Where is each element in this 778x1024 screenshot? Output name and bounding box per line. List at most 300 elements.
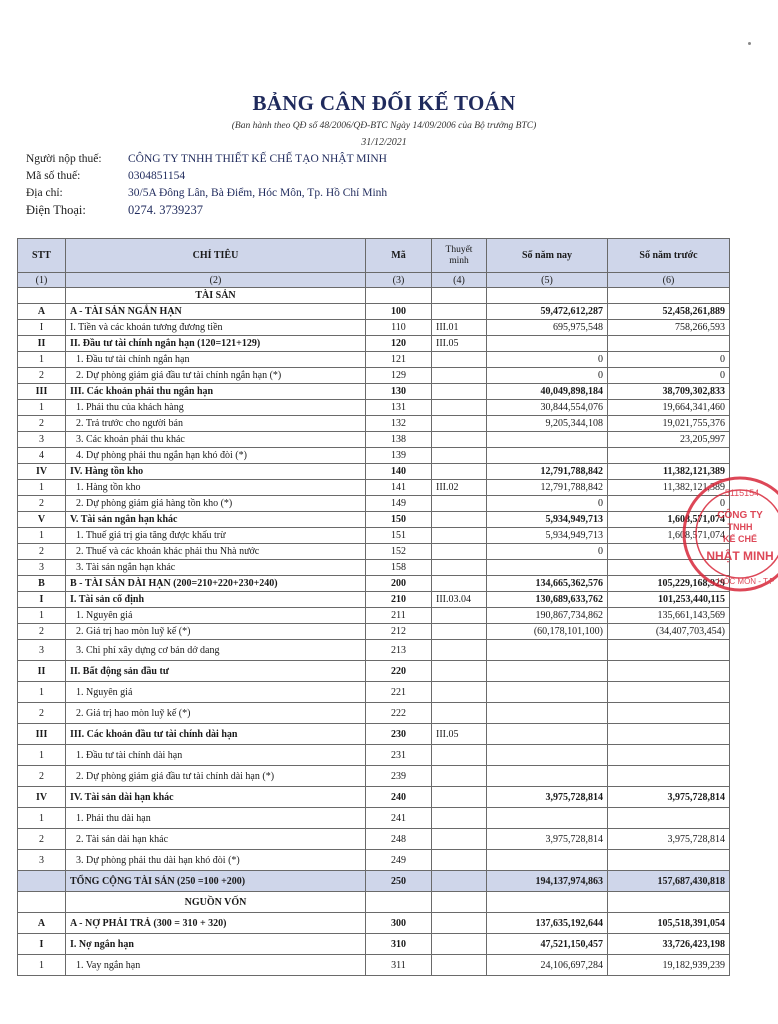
cell-stt: 2 [18,544,66,560]
page-dot [748,42,751,45]
cell-code: 250 [366,871,432,892]
table-row [18,528,730,544]
cell-previous [608,560,730,576]
cell-note [432,288,487,304]
table-row [18,336,730,352]
cell-stt: 1 [18,745,66,766]
cell-current: 40,049,898,184 [487,384,608,400]
taxpayer-label: Người nộp thuế: [26,153,102,165]
report-date: 31/12/2021 [361,137,407,148]
cell-previous: 23,205,997 [608,432,730,448]
cell-previous: 758,266,593 [608,320,730,336]
cell-current [487,724,608,745]
cell-note [432,576,487,592]
table-row [18,304,730,320]
cell-note [432,544,487,560]
table-row [18,544,730,560]
cell-note [432,448,487,464]
cell-current: 0 [487,352,608,368]
cell-previous: 0 [608,368,730,384]
cell-code [366,892,432,913]
cell-stt: 1 [18,955,66,976]
table-row [18,368,730,384]
cell-indicator: IV. Tài sản dài hạn khác [66,787,366,808]
address-value: 30/5A Đông Lân, Bà Điểm, Hóc Môn, Tp. Hồ Chí Minh [128,187,388,199]
cell-previous: 52,458,261,889 [608,304,730,320]
cell-code: 131 [366,400,432,416]
cell-previous [608,850,730,871]
cell-note [432,432,487,448]
table-row [18,400,730,416]
cell-stt: I [18,320,66,336]
table-row [18,592,730,608]
stamp-line-4: NHẬT MINH [706,549,774,563]
cell-current [487,892,608,913]
cell-current: 130,689,633,762 [487,592,608,608]
cell-code: 220 [366,661,432,682]
cell-current: 134,665,362,576 [487,576,608,592]
cell-previous [608,808,730,829]
cell-current: 9,205,344,108 [487,416,608,432]
cell-current: 59,472,612,287 [487,304,608,320]
cell-current [487,703,608,724]
cell-note [432,955,487,976]
cell-code: 240 [366,787,432,808]
taxpayer-row [26,151,387,168]
cell-indicator: 2. Giá trị hao mòn luỹ kế (*) [66,624,366,640]
cell-code: 120 [366,336,432,352]
table-row [18,416,730,432]
section-row [18,892,730,913]
stamp-line-3: KẾ CHẾ [722,534,758,544]
cell-current [487,745,608,766]
cell-stt: 2 [18,368,66,384]
cell-code: 241 [366,808,432,829]
table-row [18,661,730,682]
cell-code: 248 [366,829,432,850]
col-index-3: (3) [366,273,432,288]
cell-previous: (34,407,703,454) [608,624,730,640]
cell-current [487,336,608,352]
cell-current: 190,867,734,862 [487,608,608,624]
cell-stt [18,892,66,913]
cell-indicator: A - NỢ PHẢI TRẢ (300 = 310 + 320) [66,913,366,934]
cell-previous: 11,382,121,389 [608,480,730,496]
col-index-1: (1) [18,273,66,288]
cell-note [432,703,487,724]
cell-stt: 2 [18,766,66,787]
cell-previous: 157,687,430,818 [608,871,730,892]
table-row [18,512,730,528]
cell-indicator: 2. Dự phòng giảm giá đầu tư tài chính dài hạn (*) [66,766,366,787]
cell-previous [608,448,730,464]
cell-stt: II [18,336,66,352]
cell-note [432,661,487,682]
cell-indicator: 3. Dự phòng phải thu dài hạn khó đòi (*) [66,850,366,871]
cell-indicator: 1. Hàng tồn kho [66,480,366,496]
cell-indicator: A - TÀI SẢN NGẮN HẠN [66,304,366,320]
table-row [18,576,730,592]
cell-note [432,528,487,544]
section-title: NGUỒN VỐN [66,892,366,913]
cell-indicator: 2. Giá trị hao mòn luỹ kế (*) [66,703,366,724]
cell-indicator: 2. Dự phòng giảm giá đầu tư tài chính ngắn hạn (*) [66,368,366,384]
table-subheader-row [18,273,730,288]
cell-note [432,892,487,913]
cell-current: 695,975,548 [487,320,608,336]
col-header-previous-year: Số năm trước [608,239,730,273]
cell-current: 5,934,949,713 [487,512,608,528]
cell-stt: 2 [18,416,66,432]
cell-previous [608,745,730,766]
cell-code: 230 [366,724,432,745]
cell-code: 152 [366,544,432,560]
stamp-top-text: 5115154 [724,488,760,498]
cell-note [432,352,487,368]
table-row [18,624,730,640]
table-row [18,432,730,448]
table-row [18,448,730,464]
cell-indicator: I. Nợ ngắn hạn [66,934,366,955]
cell-previous [608,724,730,745]
cell-indicator: 2. Thuế và các khoản khác phải thu Nhà nước [66,544,366,560]
table-row [18,724,730,745]
cell-current: 0 [487,544,608,560]
cell-note [432,934,487,955]
cell-note [432,368,487,384]
table-row [18,640,730,661]
cell-indicator: 1. Nguyên giá [66,682,366,703]
table-header-row [18,239,730,273]
cell-note [432,766,487,787]
taxpayer-value: CÔNG TY TNHH THIẾT KẾ CHẾ TẠO NHẬT MINH [128,153,387,165]
cell-code: 150 [366,512,432,528]
cell-indicator: II. Bất động sản đầu tư [66,661,366,682]
table-row [18,384,730,400]
col-header-stt: STT [18,239,66,273]
cell-previous: 11,382,121,389 [608,464,730,480]
cell-indicator: I. Tài sản cố định [66,592,366,608]
cell-previous: 0 [608,352,730,368]
cell-stt: I [18,934,66,955]
cell-note [432,913,487,934]
cell-code: 132 [366,416,432,432]
table-row [18,829,730,850]
cell-indicator: V. Tài sản ngắn hạn khác [66,512,366,528]
table-row [18,766,730,787]
cell-current: 3,975,728,814 [487,787,608,808]
cell-indicator: 3. Các khoản phải thu khác [66,432,366,448]
cell-code: 300 [366,913,432,934]
col-header-current-year: Số năm nay [487,239,608,273]
cell-indicator: B - TÀI SẢN DÀI HẠN (200=210+220+230+240) [66,576,366,592]
table-row [18,787,730,808]
stamp-line-2: TNHH [727,522,753,532]
cell-note: III.05 [432,336,487,352]
cell-stt: 2 [18,703,66,724]
table-row [18,913,730,934]
cell-indicator: 2. Tài sản dài hạn khác [66,829,366,850]
cell-stt: 4 [18,448,66,464]
cell-previous: 33,726,423,198 [608,934,730,955]
cell-note [432,560,487,576]
cell-previous [608,766,730,787]
cell-stt: 1 [18,480,66,496]
cell-code: 121 [366,352,432,368]
tax-code-row [26,168,387,185]
cell-stt: IV [18,464,66,480]
cell-current: 24,106,697,284 [487,955,608,976]
cell-stt: 1 [18,400,66,416]
cell-indicator: I. Tiền và các khoản tương đương tiền [66,320,366,336]
section-row [18,288,730,304]
cell-current [487,808,608,829]
cell-code: 129 [366,368,432,384]
section-title: TÀI SẢN [66,288,366,304]
cell-code: 231 [366,745,432,766]
cell-code: 100 [366,304,432,320]
cell-note [432,384,487,400]
col-header-indicator: CHỈ TIÊU [66,239,366,273]
col-index-2: (2) [66,273,366,288]
cell-stt: A [18,913,66,934]
cell-stt: IV [18,787,66,808]
cell-indicator: 1. Đầu tư tài chính dài hạn [66,745,366,766]
cell-note [432,850,487,871]
cell-indicator: 1. Vay ngắn hạn [66,955,366,976]
cell-current [487,288,608,304]
cell-current: 0 [487,496,608,512]
cell-code: 110 [366,320,432,336]
cell-current: 194,137,974,863 [487,871,608,892]
cell-current [487,432,608,448]
table-row [18,850,730,871]
cell-previous: 19,664,341,460 [608,400,730,416]
cell-indicator: IV. Hàng tồn kho [66,464,366,480]
cell-stt: III [18,724,66,745]
cell-note: III.05 [432,724,487,745]
cell-indicator: III. Các khoản đầu tư tài chính dài hạn [66,724,366,745]
cell-code: 149 [366,496,432,512]
cell-current: 12,791,788,842 [487,480,608,496]
cell-code: 140 [366,464,432,480]
cell-current: 3,975,728,814 [487,829,608,850]
cell-stt [18,288,66,304]
cell-code: 141 [366,480,432,496]
cell-note [432,829,487,850]
cell-code: 200 [366,576,432,592]
phone-value: 0274. 3739237 [128,203,203,217]
cell-indicator: 4. Dự phòng phải thu ngắn hạn khó đòi (*) [66,448,366,464]
cell-note [432,416,487,432]
col-header-code: Mã [366,239,432,273]
cell-code: 311 [366,955,432,976]
table-body [18,288,730,976]
cell-code: 239 [366,766,432,787]
total-row [18,871,730,892]
cell-previous: 135,661,143,569 [608,608,730,624]
cell-code: 138 [366,432,432,448]
cell-stt: 2 [18,829,66,850]
cell-note: III.02 [432,480,487,496]
cell-note: III.01 [432,320,487,336]
col-header-note: Thuyết minh [432,239,487,273]
cell-current [487,850,608,871]
cell-stt: I [18,592,66,608]
cell-previous [608,703,730,724]
cell-current [487,661,608,682]
cell-previous: 19,021,755,376 [608,416,730,432]
cell-code: 130 [366,384,432,400]
table-row [18,682,730,703]
cell-current: 0 [487,368,608,384]
cell-current [487,682,608,703]
cell-code: 213 [366,640,432,661]
cell-stt: A [18,304,66,320]
cell-indicator: 1. Phải thu dài hạn [66,808,366,829]
cell-previous: 38,709,302,833 [608,384,730,400]
cell-note [432,624,487,640]
cell-stt: 1 [18,608,66,624]
cell-current [487,560,608,576]
stamp-bottom-text: HÓC MÔN - T.P [717,577,775,586]
cell-note [432,745,487,766]
cell-previous: 1,608,571,074 [608,512,730,528]
cell-note [432,496,487,512]
cell-note [432,304,487,320]
document-title: BẢNG CÂN ĐỐI KẾ TOÁN [252,91,516,115]
cell-note: III.03.04 [432,592,487,608]
cell-code [366,288,432,304]
cell-stt: 3 [18,432,66,448]
cell-note [432,787,487,808]
table-row [18,496,730,512]
cell-current: 30,844,554,076 [487,400,608,416]
cell-previous [608,682,730,703]
cell-previous: 3,975,728,814 [608,787,730,808]
cell-code: 212 [366,624,432,640]
cell-note [432,640,487,661]
cell-stt: 1 [18,528,66,544]
cell-code: 221 [366,682,432,703]
cell-indicator: 1. Thuế giá trị gia tăng được khấu trừ [66,528,366,544]
cell-previous: 0 [608,496,730,512]
cell-indicator: 2. Dự phòng giảm giá hàng tồn kho (*) [66,496,366,512]
table-row [18,352,730,368]
cell-stt: 1 [18,352,66,368]
stamp-line-1: CÔNG TY [717,510,763,521]
cell-code: 158 [366,560,432,576]
cell-indicator: TỔNG CỘNG TÀI SẢN (250 =100 +200) [66,871,366,892]
table-row [18,464,730,480]
table-row [18,955,730,976]
document-subtitle: (Ban hành theo QĐ số 48/2006/QĐ-BTC Ngày 14/09/2006 của Bộ trưởng BTC) [231,121,537,131]
cell-note [432,400,487,416]
cell-previous: 105,229,168,929 [608,576,730,592]
col-index-6: (6) [608,273,730,288]
cell-previous [608,892,730,913]
cell-stt: 2 [18,496,66,512]
table-row [18,934,730,955]
cell-stt: III [18,384,66,400]
cell-code: 211 [366,608,432,624]
cell-current [487,766,608,787]
cell-stt: 3 [18,640,66,661]
cell-stt: II [18,661,66,682]
cell-code: 310 [366,934,432,955]
cell-previous [608,544,730,560]
balance-sheet-table [17,238,730,976]
cell-previous: 101,253,440,115 [608,592,730,608]
cell-previous [608,336,730,352]
phone-row [26,202,387,219]
cell-note [432,682,487,703]
cell-previous [608,661,730,682]
cell-previous [608,640,730,661]
cell-indicator: II. Đầu tư tài chính ngắn hạn (120=121+129) [66,336,366,352]
cell-stt: 1 [18,808,66,829]
table-row [18,608,730,624]
table-row [18,480,730,496]
cell-current [487,448,608,464]
cell-stt: B [18,576,66,592]
cell-indicator: 1. Phải thu của khách hàng [66,400,366,416]
cell-code: 249 [366,850,432,871]
cell-previous: 105,518,391,054 [608,913,730,934]
cell-current [487,640,608,661]
cell-note [432,808,487,829]
cell-previous: 3,975,728,814 [608,829,730,850]
cell-note [432,464,487,480]
cell-stt: 1 [18,682,66,703]
cell-note [432,871,487,892]
cell-indicator: 2. Trả trước cho người bán [66,416,366,432]
table-row [18,703,730,724]
table-row [18,808,730,829]
cell-stt: 3 [18,560,66,576]
cell-stt: V [18,512,66,528]
cell-current: (60,178,101,100) [487,624,608,640]
cell-previous [608,288,730,304]
cell-previous: 1,608,571,074 [608,528,730,544]
tax-code-value: 0304851154 [128,170,186,182]
tax-code-label: Mã số thuế: [26,170,81,182]
cell-indicator: 3. Chi phí xây dựng cơ bản dở dang [66,640,366,661]
address-label: Địa chỉ: [26,187,63,199]
cell-current: 47,521,150,457 [487,934,608,955]
cell-indicator: III. Các khoản phải thu ngắn hạn [66,384,366,400]
phone-label: Điện Thoại: [26,203,86,217]
table-row [18,320,730,336]
cell-stt: 2 [18,624,66,640]
table-row [18,745,730,766]
cell-indicator: 1. Đầu tư tài chính ngắn hạn [66,352,366,368]
cell-indicator: 3. Tài sản ngắn hạn khác [66,560,366,576]
cell-code: 222 [366,703,432,724]
cell-current: 12,791,788,842 [487,464,608,480]
cell-code: 139 [366,448,432,464]
cell-current: 137,635,192,644 [487,913,608,934]
cell-code: 210 [366,592,432,608]
address-row [26,185,387,202]
cell-current: 5,934,949,713 [487,528,608,544]
col-index-4: (4) [432,273,487,288]
cell-note [432,608,487,624]
cell-stt: 3 [18,850,66,871]
col-index-5: (5) [487,273,608,288]
cell-indicator: 1. Nguyên giá [66,608,366,624]
company-info [26,151,387,219]
